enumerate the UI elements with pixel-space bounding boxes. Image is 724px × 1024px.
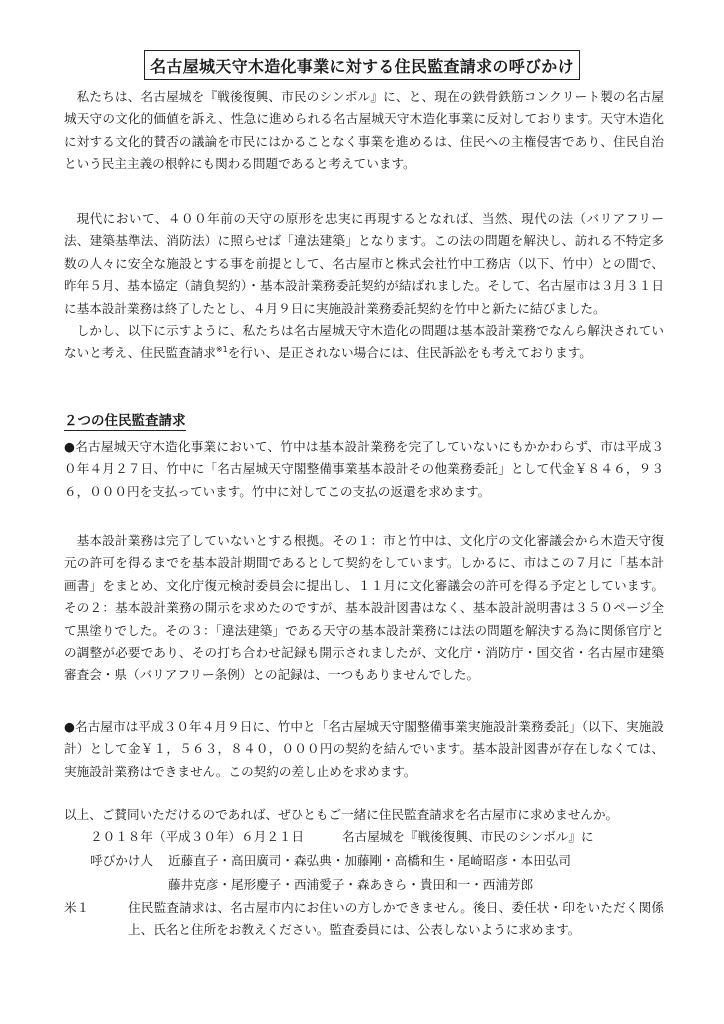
callers-label: 呼びかけ人 xyxy=(90,853,153,868)
grounds-paragraph: 基本設計業務は完了していないとする根拠。その１：市と竹中は、文化庁の文化審議会から木造天守復元の許可を得るまでを基本設計期間であるとして契約をしています。しかるに、市はこの７月に「基本計画書」をまとめ、文化庁復元検討委員会に提出し、１１月に文化審議会の許可を得る予定としています。その２：基本設計業務の開示を求めたのですが、基本設計図書はなく、基本設計説明書は３５０ページ全て黒塗りでした。その３：「違法建築」である天守の基本設計業務には法の問題を解決する為に関係官庁との調整が必要であり、その打ち合わせ記録も開示されましたが、文化庁・消防庁・国交省・名古屋市建築審査会・県（バリアフリー条例）との記録は、一つもありませんでした。 xyxy=(64,533,665,683)
callers-line-1: 近藤直子・高田廣司・森弘典・加藤剛・高橋和生・尾崎昭彦・本田弘司 xyxy=(168,853,571,868)
footnote-text: 住民監査請求は、名古屋市内にお住いの方しかできません。後日、委任状・印をいただく関係上、氏名と住所をお教えください。監査委員には、公表しないように求めます。 xyxy=(128,900,664,938)
section-heading xyxy=(64,412,186,430)
present-section xyxy=(64,208,664,365)
however-text-after: を行い、是正されない場合には、住民訴訟をも考えております。 xyxy=(227,345,592,361)
present-paragraph: 現代において、４００年前の天守の原形を忠実に再現するとなれば、当然、現代の法（バリアフリー法、建築基準法、消防法）に照らせば「違法建築」となります。この法の問題を解決し、訪れる不特定多数の人々に安全な施設とする事を前提として、名古屋市と株式会社竹中工務店（以下、竹中）との間で、昨年５月、基本協定（請負契約）・基本設計業務委託契約が結ばれました。そして、名古屋市は３月３１日に基本設計業務は終了したとし、４月９日に実施設計業務委託契約を竹中と新たに結びました。 xyxy=(64,211,664,316)
request-2-paragraph: ●名古屋市は平成３０年４月９日に、竹中と「名古屋城天守閣整備事業実施設計業務委託」（以下、実施設計）として金￥１，５６３，８４０，０００円の契約を結んでいます。基本設計図書が存在しなくては、実施設計業務はできません。この契約の差し止めを求めます。 xyxy=(64,719,664,779)
footnote-paragraph xyxy=(64,897,664,942)
request-2-section xyxy=(64,716,664,783)
intro-section xyxy=(64,86,664,176)
however-paragraph xyxy=(64,320,664,365)
closing-line: 以上、ご賛同いただけるのであれば、ぜひともご一緒に住民監査請求を名古屋市に求めませんか。 xyxy=(64,807,619,822)
document-title: 名古屋城天守木造化事業に対する住民監査請求の呼びかけ xyxy=(150,56,574,76)
organization-line: 名古屋城を『戦後復興、市民のシンボル』に xyxy=(342,829,594,844)
however-text-before: しかし、以下に示すように、私たちは名古屋城天守木造化の問題は基本設計業務でなんら解決されていないと考え、住民監査請求 xyxy=(64,323,664,361)
section-heading-text: ２つの住民監査請求 xyxy=(64,413,186,429)
request-1-section xyxy=(64,436,664,503)
date-line: ２０１８年（平成３０年）６月２１日 xyxy=(90,829,305,844)
footnote-mark: ※1 xyxy=(215,345,228,355)
request-1-paragraph: ●名古屋城天守木造化事業において、竹中は基本設計業務を完了していないにもかかわらず、市は平成３０年４月２７日、竹中に「名古屋城天守閣整備事業基本設計その他業務委託」として代金￥８４６，９３６，０００円を支払っています。竹中に対してこの支払の返還を求めます。 xyxy=(64,439,664,499)
callers-line-2: 藤井克彦・尾形慶子・西浦愛子・森あきら・貴田和一・西浦芳郎 xyxy=(168,877,534,892)
title-box xyxy=(144,50,580,80)
intro-paragraph: 私たちは、名古屋城を『戦後復興、市民のシンボル』に、と、現在の鉄骨鉄筋コンクリート製の名古屋城天守の文化的価値を訴え、性急に進められる名古屋城天守木造化事業に反対しております。天守木造化に対する文化的賛否の議論を市民にはかることなく事業を進めるは、住民への主権侵害であり、住民自治という民主主義の根幹にも関わる問題であると考えています。 xyxy=(64,89,664,172)
footnote-section xyxy=(64,897,664,942)
footnote-label: 米１ xyxy=(64,900,90,915)
grounds-section xyxy=(64,530,664,687)
